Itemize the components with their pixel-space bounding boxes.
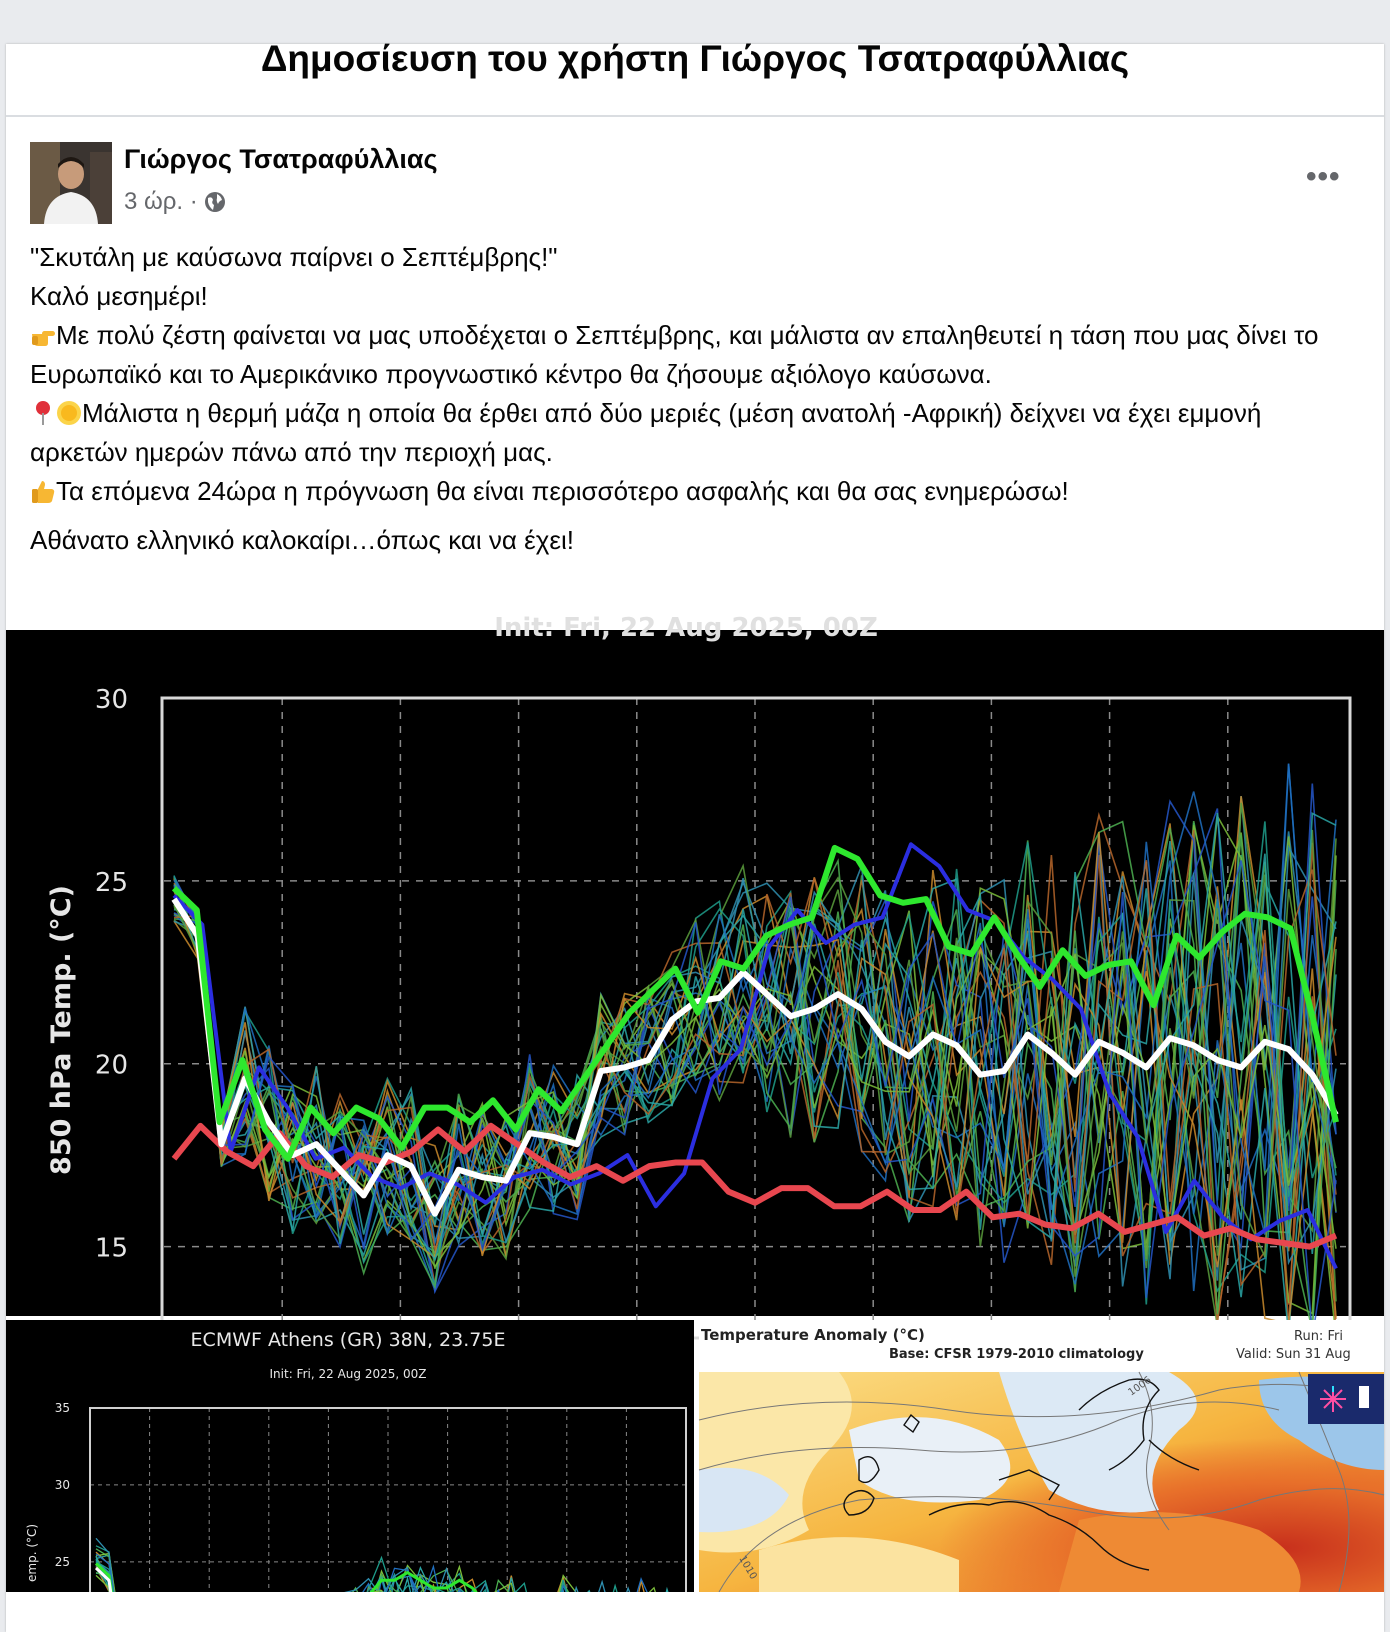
map-field xyxy=(699,1372,1384,1592)
y-tick-label: 30 xyxy=(54,1477,70,1492)
post-paragraph xyxy=(30,316,1360,394)
ecmwf-small-chart xyxy=(6,1320,694,1592)
post-closing: Αθάνατο ελληνικό καλοκαίρι…όπως και να έχει! xyxy=(30,525,574,555)
map-run: Run: Fri xyxy=(1294,1329,1343,1344)
map-valid: Valid: Sun 31 Aug xyxy=(1236,1347,1351,1362)
y-tick-label: 30 xyxy=(94,685,128,715)
ensemble-chart xyxy=(6,613,1384,1316)
divider xyxy=(6,115,1384,117)
post-line: Καλό μεσημέρι! xyxy=(30,281,208,311)
y-tick-label: 20 xyxy=(94,1050,128,1081)
post-paragraph-1: Με πολύ ζέστη φαίνεται να μας υποδέχεται ο Σεπτέμβρης, και μάλιστα αν επαληθευτεί η τάση που μας δίνει το Ευρωπαϊκό και το Αμερικάνικο προγνωστικό κέντρο θα ζήσουμε αξιόλογο καύσωνα. xyxy=(30,320,1319,389)
post-footer xyxy=(6,1592,1384,1632)
small-chart-y-label: emp. (°C) xyxy=(25,1523,39,1582)
small-chart-title: ECMWF Athens (GR) 38N, 23.75E xyxy=(190,1329,506,1351)
pointing-hand-icon xyxy=(30,322,56,348)
y-tick-label: 35 xyxy=(54,1401,70,1415)
globe-icon xyxy=(204,191,226,213)
thumbs-up-icon xyxy=(30,478,56,504)
post-meta xyxy=(124,188,226,216)
post-paragraph-2: Μάλιστα η θερμή μάζα η οποία θα έρθει από δύο μεριές (μέση ανατολή -Αφρική) δείχνει να έχει εμμονή αρκετών ημερών πάνω από την περιοχή μας. xyxy=(30,398,1262,467)
post-line: "Σκυτάλη με καύσωνα παίρνει ο Σεπτέμβρης!" xyxy=(30,242,558,272)
post-paragraph xyxy=(30,394,1360,472)
y-tick-label: 25 xyxy=(54,1554,70,1569)
series-line xyxy=(174,1126,1336,1247)
avatar[interactable] xyxy=(30,142,112,224)
y-tick-labels xyxy=(95,685,128,1264)
avatar-photo xyxy=(30,142,112,224)
more-options-icon[interactable]: ••• xyxy=(1306,160,1341,193)
photo-ecmwf-chart[interactable] xyxy=(6,1320,694,1592)
y-tick-label: 15 xyxy=(94,1233,128,1264)
small-chart-y-ticks xyxy=(55,1401,70,1569)
anomaly-map xyxy=(699,1320,1384,1592)
post-dialog xyxy=(6,38,1384,1632)
post-paragraph-3: Τα επόμενα 24ώρα η πρόγνωση θα είναι περισσότερο ασφαλής και θα σας ενημερώσω! xyxy=(56,476,1069,506)
author-name[interactable]: Γιώργος Τσατραφύλλιας xyxy=(124,144,438,174)
pin-icon xyxy=(30,400,56,426)
dialog-title: Δημοσίευση του χρήστη Γιώργος Τσατραφύλλιας xyxy=(260,38,1130,79)
post-text xyxy=(30,238,1360,560)
map-base: Base: CFSR 1979-2010 climatology xyxy=(889,1347,1144,1362)
sun-icon xyxy=(56,400,82,426)
y-tick-label: 25 xyxy=(94,867,128,898)
post-time[interactable]: 3 ώρ. · xyxy=(124,188,198,215)
photo-anomaly-map[interactable] xyxy=(699,1320,1384,1592)
small-chart-subtitle: Init: Fri, 22 Aug 2025, 00Z xyxy=(269,1367,427,1381)
photo-main-chart[interactable] xyxy=(6,613,1384,1316)
y-axis-label: 850 hPa Temp. (°C) xyxy=(46,885,77,1175)
isobar-label: 1010 xyxy=(736,1554,759,1582)
isobar-label: 1006 xyxy=(1126,1374,1154,1399)
chart-title: Init: Fri, 22 Aug 2025, 00Z xyxy=(494,613,878,643)
map-title: Temperature Anomaly (°C) xyxy=(701,1326,925,1344)
post-paragraph xyxy=(30,472,1360,511)
brand-logo xyxy=(1308,1374,1384,1424)
